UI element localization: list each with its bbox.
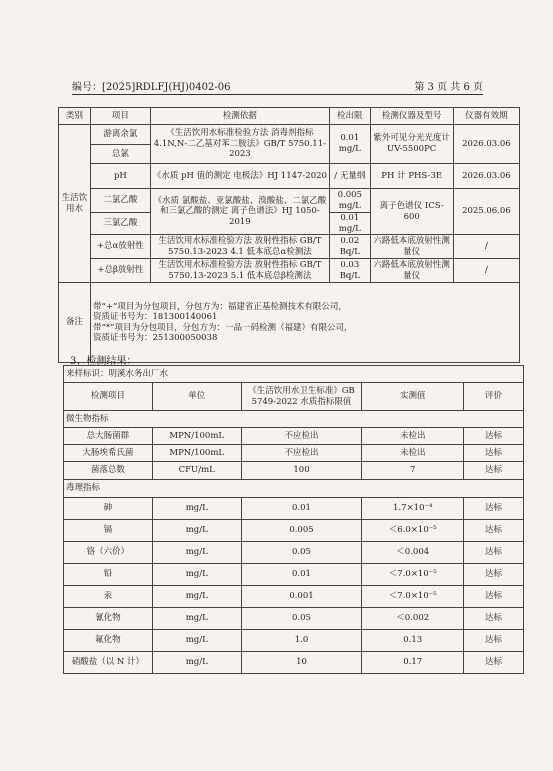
limit-cell: 0.005 mg/L — [330, 189, 371, 213]
col-item: 项目 — [91, 108, 151, 125]
table-row — [64, 428, 524, 445]
table-row — [64, 564, 524, 586]
cell: 不应检出 — [241, 428, 362, 445]
basis-cell: 《水质 氯酸盐、亚氯酸盐、溴酸盐、二氯乙酸和三氯乙酸的测定 离子色谱法》HJ 1050-2019 — [150, 189, 329, 235]
table-row — [64, 542, 524, 564]
cell: 未检出 — [362, 428, 464, 445]
note-line: 资质证书号为：181300140061 — [93, 312, 218, 323]
cell: ＜7.0×10⁻⁵ — [362, 564, 464, 586]
cell: 菌落总数 — [64, 462, 153, 480]
valid-cell: 2026.03.06 — [453, 164, 519, 189]
cell: 0.01 — [241, 564, 362, 586]
cell: 1.7×10⁻⁴ — [362, 498, 464, 520]
table-row — [64, 520, 524, 542]
cell: 0.001 — [241, 586, 362, 608]
group-row — [64, 411, 524, 428]
cell: ＜6.0×10⁻⁵ — [362, 520, 464, 542]
table-row — [64, 586, 524, 608]
group-toxicology: 毒理指标 — [64, 480, 524, 498]
cell: ＜0.004 — [362, 542, 464, 564]
col-unit: 单位 — [152, 383, 241, 411]
cell: mg/L — [152, 652, 241, 674]
col-basis: 检测依据 — [150, 108, 329, 125]
cell: 不应检出 — [241, 445, 362, 462]
basis-cell: 《水质 pH 值的测定 电极法》HJ 1147-2020 — [150, 164, 329, 189]
notes-cell — [91, 283, 520, 363]
instrument-cell: 六路低本底放射性测量仪 — [370, 235, 453, 259]
instrument-cell: 紫外可见分光光度计 UV-5500PC — [370, 125, 453, 164]
notes-label: 备注 — [59, 283, 91, 363]
cell: 0.05 — [241, 542, 362, 564]
cell: 0.13 — [362, 630, 464, 652]
cell: 达标 — [464, 428, 524, 445]
cell: 达标 — [464, 462, 524, 480]
cell: mg/L — [152, 564, 241, 586]
table-row — [64, 608, 524, 630]
col-valid: 仪器有效期 — [453, 108, 519, 125]
col-standard-limit: 《生活饮用水卫生标准》GB 5749-2022 水质指标限值 — [241, 383, 362, 411]
cell: 7 — [362, 462, 464, 480]
cell: mg/L — [152, 520, 241, 542]
item-cell: 游离余氯 — [91, 125, 151, 145]
item-cell: +总α放射性 — [91, 235, 151, 259]
table-row — [64, 498, 524, 520]
limit-cell: 0.02 Bq/L — [330, 235, 371, 259]
limit-cell: 0.01 mg/L — [330, 213, 371, 235]
cell: mg/L — [152, 498, 241, 520]
item-cell: pH — [91, 164, 151, 189]
cell: mg/L — [152, 608, 241, 630]
col-evaluation: 评价 — [464, 383, 524, 411]
cell: 达标 — [464, 586, 524, 608]
limit-cell: / 无量纲 — [330, 164, 371, 189]
basis-cell: 《生活饮用水标准检验方法 消毒剂指标 4.1N,N-二乙基对苯二胺法》GB/T 5750.11-2023 — [150, 125, 329, 164]
valid-cell: / — [453, 235, 519, 259]
cell: 0.01 — [241, 498, 362, 520]
limit-cell: 0.01 mg/L — [330, 125, 371, 164]
cell: 1.0 — [241, 630, 362, 652]
item-cell: 二氯乙酸 — [91, 189, 151, 213]
results-header-row — [64, 383, 524, 411]
item-cell: 总氯 — [91, 145, 151, 164]
cell: MPN/100mL — [152, 428, 241, 445]
cell: 0.005 — [241, 520, 362, 542]
valid-cell: 2025.06.06 — [453, 189, 519, 235]
table-row — [64, 652, 524, 674]
instrument-cell: PH 计 PHS-3E — [370, 164, 453, 189]
cell: 镉 — [64, 520, 153, 542]
item-cell: 三氯乙酸 — [91, 213, 151, 235]
table-row — [59, 125, 520, 145]
cell: 达标 — [464, 630, 524, 652]
cell: 达标 — [464, 652, 524, 674]
cell: CFU/mL — [152, 462, 241, 480]
cell: mg/L — [152, 586, 241, 608]
cell: 铅 — [64, 564, 153, 586]
cell: 氟化物 — [64, 630, 153, 652]
note-line: 带“+”项目为分包项目，分包方为：福建省正基检测技术有限公司， — [93, 301, 347, 312]
table-row — [59, 259, 520, 283]
cell: 总大肠菌群 — [64, 428, 153, 445]
cell: 达标 — [464, 564, 524, 586]
col-category: 类别 — [59, 108, 91, 125]
cell: ＜0.002 — [362, 608, 464, 630]
limit-cell: 0.03 Bq/L — [330, 259, 371, 283]
group-row — [64, 480, 524, 498]
cell: 大肠埃希氏菌 — [64, 445, 153, 462]
page-number: 第 3 页 共 6 页 — [414, 82, 483, 93]
valid-cell: 2026.03.06 — [453, 125, 519, 164]
table-row — [59, 164, 520, 189]
cell: 未检出 — [362, 445, 464, 462]
cell: ＜7.0×10⁻⁵ — [362, 586, 464, 608]
cell: 达标 — [464, 445, 524, 462]
cell: 汞 — [64, 586, 153, 608]
cell: 达标 — [464, 520, 524, 542]
table-row — [59, 235, 520, 259]
col-limit: 检出限 — [330, 108, 371, 125]
basis-cell: 生活饮用水标准检验方法 放射性指标 GB/T 5750.13-2023 5.1 低本底总β检测法 — [150, 259, 329, 283]
cell: 100 — [241, 462, 362, 480]
category-cell: 生活饮用水 — [59, 125, 91, 283]
methods-table — [58, 107, 520, 363]
basis-cell: 生活饮用水标准检验方法 放射性指标 GB/T 5750.13-2023 4.1 低本底总α检测法 — [150, 235, 329, 259]
col-test-item: 检测项目 — [64, 383, 153, 411]
sample-label: 来样标识：明溪水务出厂水 — [64, 366, 524, 383]
instrument-cell: 离子色谱仪 ICS-600 — [370, 189, 453, 235]
col-measured: 实测值 — [362, 383, 464, 411]
report-number: 编号：[2025]RDLFJ(HJ)0402-06 — [72, 82, 231, 93]
cell: 达标 — [464, 542, 524, 564]
section-title: 3、检测结果： — [70, 356, 137, 367]
cell: MPN/100mL — [152, 445, 241, 462]
table-row — [64, 462, 524, 480]
item-cell: +总β放射性 — [91, 259, 151, 283]
note-line: 带“*”项目为分包项目，分包方为：一品一码检测（福建）有限公司， — [93, 322, 353, 333]
table-row — [59, 189, 520, 213]
methods-header-row — [59, 108, 520, 125]
sample-row — [64, 366, 524, 383]
instrument-cell: 六路低本底放射性测量仪 — [370, 259, 453, 283]
table-row — [64, 630, 524, 652]
cell: 达标 — [464, 608, 524, 630]
cell: mg/L — [152, 630, 241, 652]
results-table — [63, 365, 524, 674]
note-line: 资质证书号为：251300050038 — [93, 333, 218, 344]
cell: 氰化物 — [64, 608, 153, 630]
table-row — [64, 445, 524, 462]
cell: 0.17 — [362, 652, 464, 674]
cell: 硝酸盐（以 N 计） — [64, 652, 153, 674]
cell: 砷 — [64, 498, 153, 520]
valid-cell: / — [453, 259, 519, 283]
cell: 铬（六价） — [64, 542, 153, 564]
notes-row — [59, 283, 520, 363]
cell: 0.05 — [241, 608, 362, 630]
group-microbiology: 微生物指标 — [64, 411, 524, 428]
col-instrument: 检测仪器及型号 — [370, 108, 453, 125]
cell: mg/L — [152, 542, 241, 564]
page-header — [72, 78, 483, 95]
cell: 10 — [241, 652, 362, 674]
cell: 达标 — [464, 498, 524, 520]
